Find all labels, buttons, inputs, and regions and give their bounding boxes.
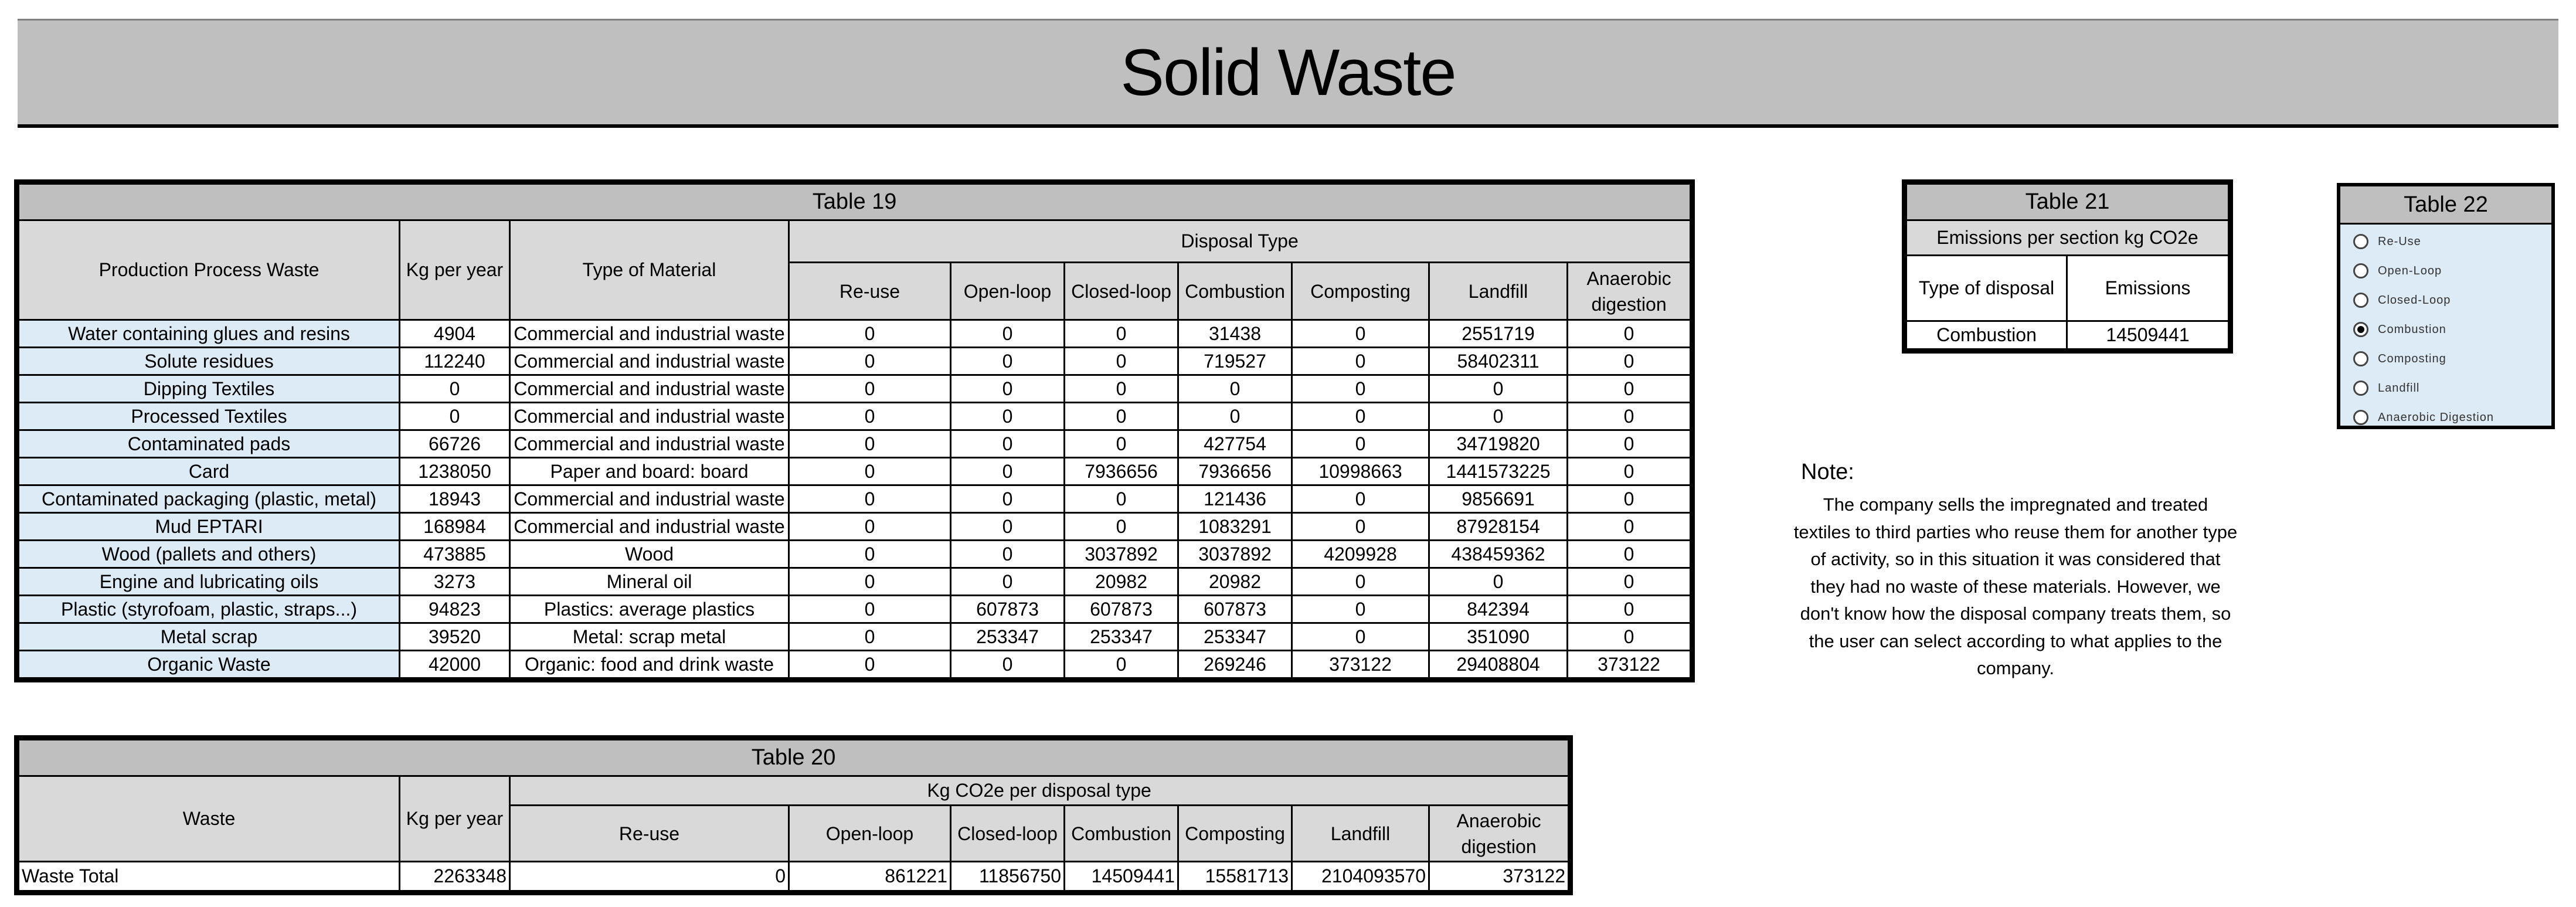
disposal-value: 7936656 [1065,458,1178,485]
note-text: The company sells the impregnated and treated textiles to third parties who reuse them for another type of activity, so in this situation it was considered that they had no waste of these materials. However, we don't know how the disposal company treats them, so the user can select according to what applies to the company. [1793,494,2238,678]
disposal-value: 0 [951,375,1065,403]
header-disposal-3: Combustion [1178,263,1292,320]
disposal-value: 20982 [1065,568,1178,596]
waste-total-value: 861221 [789,862,951,891]
disposal-value: 0 [1568,485,1691,513]
table-22 [2337,183,2555,429]
disposal-value: 0 [789,513,951,541]
header-disposal-4: Composting [1178,806,1292,862]
table-row [19,458,1691,485]
table-row [19,430,1691,458]
emissions-value: 14509441 [2067,321,2229,349]
kg-per-year: 0 [400,403,510,430]
disposal-value: 0 [951,651,1065,678]
disposal-value: 0 [1568,458,1691,485]
table-20-title: Table 20 [19,740,1569,776]
header-disposal-2: Closed-loop [1065,263,1178,320]
disposal-value: 0 [1292,348,1429,375]
kg-per-year: 4904 [400,320,510,348]
radio-option-closed-loop[interactable] [2340,286,2551,315]
header-disposal-3: Combustion [1065,806,1178,862]
kg-per-year: 112240 [400,348,510,375]
disposal-value: 0 [1292,320,1429,348]
table-19 [18,183,1691,679]
radio-label: Re-Use [2378,235,2421,248]
table-row [19,623,1691,651]
disposal-value: 0 [1178,403,1292,430]
disposal-value: 0 [1292,375,1429,403]
disposal-value: 253347 [951,623,1065,651]
disposal-value: 0 [789,430,951,458]
disposal-value: 0 [789,623,951,651]
radio-option-composting[interactable] [2340,344,2551,373]
header-production-process: Production Process Waste [19,220,400,320]
disposal-value: 0 [789,348,951,375]
disposal-value: 269246 [1178,651,1292,678]
header-disposal-4: Composting [1292,263,1429,320]
disposal-value: 0 [1292,485,1429,513]
process-name: Engine and lubricating oils [19,568,400,596]
disposal-value: 0 [951,513,1065,541]
header-disposal-0: Re-use [789,263,951,320]
disposal-type-value: Combustion [1906,321,2067,349]
disposal-value: 58402311 [1429,348,1568,375]
disposal-value: 0 [951,485,1065,513]
disposal-value: 0 [1065,375,1178,403]
kg-per-year: 66726 [400,430,510,458]
table-row [19,651,1691,678]
disposal-value: 0 [951,320,1065,348]
table-21 [1905,183,2230,350]
radio-option-re-use[interactable] [2340,227,2551,256]
kg-per-year: 1238050 [400,458,510,485]
disposal-value: 607873 [951,596,1065,623]
disposal-value: 0 [789,485,951,513]
disposal-value: 0 [1568,348,1691,375]
radio-option-open-loop[interactable] [2340,256,2551,286]
radio-button-icon[interactable] [2353,410,2368,425]
disposal-value: 20982 [1178,568,1292,596]
disposal-value: 7936656 [1178,458,1292,485]
disposal-value: 121436 [1178,485,1292,513]
header-kg-per-year: Kg per year [400,776,510,862]
disposal-value: 0 [789,596,951,623]
disposal-value: 4209928 [1292,541,1429,568]
header-kg-per-year: Kg per year [400,220,510,320]
waste-total-value: 0 [510,862,789,891]
disposal-value: 0 [1568,430,1691,458]
disposal-value: 0 [1568,375,1691,403]
disposal-value: 0 [1568,623,1691,651]
disposal-value: 0 [1568,568,1691,596]
process-name: Wood (pallets and others) [19,541,400,568]
disposal-value: 438459362 [1429,541,1568,568]
disposal-value: 253347 [1065,623,1178,651]
radio-label: Landfill [2378,381,2420,395]
disposal-value: 9856691 [1429,485,1568,513]
disposal-value: 0 [1568,403,1691,430]
kg-per-year: 0 [400,375,510,403]
material-type: Paper and board: board [510,458,789,485]
header-disposal-5: Landfill [1292,806,1429,862]
material-type: Metal: scrap metal [510,623,789,651]
kg-per-year: 473885 [400,541,510,568]
disposal-value: 0 [1429,375,1568,403]
material-type: Organic: food and drink waste [510,651,789,678]
material-type: Commercial and industrial waste [510,403,789,430]
disposal-value: 0 [789,403,951,430]
radio-label: Anaerobic Digestion [2378,410,2494,424]
disposal-value: 0 [1568,513,1691,541]
header-disposal-1: Open-loop [951,263,1065,320]
material-type: Commercial and industrial waste [510,348,789,375]
material-type: Commercial and industrial waste [510,430,789,458]
table-20 [18,739,1569,892]
radio-label: Combustion [2378,322,2446,336]
disposal-value: 0 [1429,403,1568,430]
disposal-value: 0 [1065,403,1178,430]
disposal-value: 29408804 [1429,651,1568,678]
process-name: Dipping Textiles [19,375,400,403]
page-title-banner [18,19,2558,128]
header-disposal-0: Re-use [510,806,789,862]
radio-button-icon[interactable] [2353,351,2368,366]
process-name: Contaminated pads [19,430,400,458]
kg-per-year: 94823 [400,596,510,623]
radio-button-icon[interactable] [2353,293,2368,308]
disposal-value: 0 [789,651,951,678]
disposal-value: 607873 [1065,596,1178,623]
page-title: Solid Waste [1120,36,1456,109]
disposal-value: 0 [951,541,1065,568]
process-name: Metal scrap [19,623,400,651]
table-21-subtitle: Emissions per section kg CO2e [1906,220,2229,256]
disposal-value: 373122 [1568,651,1691,678]
process-name: Plastic (styrofoam, plastic, straps...) [19,596,400,623]
table-22-title: Table 22 [2340,186,2551,225]
table-19-title: Table 19 [19,184,1691,220]
radio-option-combustion[interactable] [2340,315,2551,344]
header-waste: Waste [19,776,400,862]
radio-button-icon[interactable] [2353,381,2368,396]
disposal-value: 253347 [1178,623,1292,651]
disposal-value: 0 [1568,320,1691,348]
disposal-value: 0 [789,375,951,403]
disposal-value: 0 [1292,430,1429,458]
table-row [19,348,1691,375]
disposal-value: 0 [1065,513,1178,541]
disposal-value: 842394 [1429,596,1568,623]
disposal-value: 2551719 [1429,320,1568,348]
table-row [19,320,1691,348]
disposal-value: 0 [1292,568,1429,596]
waste-total-value: 2104093570 [1292,862,1429,891]
disposal-value: 10998663 [1292,458,1429,485]
radio-button-icon[interactable] [2353,322,2368,337]
table-row [19,541,1691,568]
disposal-value: 0 [1292,596,1429,623]
radio-label: Closed-Loop [2378,293,2451,307]
table-row [19,513,1691,541]
disposal-value: 0 [1568,541,1691,568]
disposal-value: 0 [1568,596,1691,623]
material-type: Commercial and industrial waste [510,513,789,541]
disposal-value: 87928154 [1429,513,1568,541]
disposal-value: 0 [1065,651,1178,678]
disposal-value: 0 [1292,403,1429,430]
kg-per-year: 42000 [400,651,510,678]
disposal-value: 3037892 [1178,541,1292,568]
disposal-value: 0 [1178,375,1292,403]
disposal-value: 0 [1065,348,1178,375]
disposal-value: 0 [789,568,951,596]
kg-per-year: 39520 [400,623,510,651]
material-type: Commercial and industrial waste [510,485,789,513]
process-name: Mud EPTARI [19,513,400,541]
disposal-value: 0 [951,458,1065,485]
kg-per-year: 3273 [400,568,510,596]
disposal-value: 607873 [1178,596,1292,623]
process-name: Solute residues [19,348,400,375]
disposal-value: 373122 [1292,651,1429,678]
disposal-value: 31438 [1178,320,1292,348]
process-name: Organic Waste [19,651,400,678]
material-type: Plastics: average plastics [510,596,789,623]
disposal-value: 1441573225 [1429,458,1568,485]
header-disposal-type: Disposal Type [789,220,1691,263]
kg-per-year: 168984 [400,513,510,541]
disposal-value: 0 [1292,623,1429,651]
disposal-value: 427754 [1178,430,1292,458]
material-type: Wood [510,541,789,568]
disposal-value: 0 [951,403,1065,430]
material-type: Commercial and industrial waste [510,375,789,403]
radio-option-landfill[interactable] [2340,373,2551,403]
process-name: Contaminated packaging (plastic, metal) [19,485,400,513]
header-type-of-disposal: Type of disposal [1906,256,2067,321]
radio-label: Open-Loop [2378,264,2442,277]
header-disposal-6: Anaerobic digestion [1429,806,1569,862]
disposal-value: 34719820 [1429,430,1568,458]
header-kg-co2e-group: Kg CO2e per disposal type [510,776,1569,806]
table-row [19,403,1691,430]
disposal-value: 0 [1065,430,1178,458]
disposal-value: 0 [951,430,1065,458]
disposal-value: 3037892 [1065,541,1178,568]
disposal-value: 1083291 [1178,513,1292,541]
radio-label: Composting [2378,352,2446,365]
waste-total-value: 14509441 [1065,862,1178,891]
waste-total-kg: 2263348 [400,862,510,891]
disposal-value: 0 [951,568,1065,596]
table-row [19,485,1691,513]
waste-total-value: 15581713 [1178,862,1292,891]
table-row [19,375,1691,403]
process-name: Card [19,458,400,485]
radio-button-icon[interactable] [2353,234,2368,249]
header-disposal-5: Landfill [1429,263,1568,320]
table-row [19,568,1691,596]
disposal-value: 719527 [1178,348,1292,375]
process-name: Processed Textiles [19,403,400,430]
kg-per-year: 18943 [400,485,510,513]
disposal-value: 0 [789,320,951,348]
header-disposal-2: Closed-loop [951,806,1065,862]
header-disposal-6: Anaerobic digestion [1568,263,1691,320]
material-type: Mineral oil [510,568,789,596]
process-name: Water containing glues and resins [19,320,400,348]
header-disposal-1: Open-loop [789,806,951,862]
disposal-value: 0 [951,348,1065,375]
disposal-value: 0 [789,541,951,568]
disposal-value: 351090 [1429,623,1568,651]
table-21-title: Table 21 [1906,184,2229,220]
disposal-value: 0 [1292,513,1429,541]
material-type: Commercial and industrial waste [510,320,789,348]
waste-total-value: 373122 [1429,862,1569,891]
disposal-value: 0 [1065,485,1178,513]
disposal-value: 0 [1065,320,1178,348]
radio-option-anaerobic-digestion[interactable] [2340,403,2551,432]
table-row [19,596,1691,623]
header-emissions: Emissions [2067,256,2229,321]
header-material-type: Type of Material [510,220,789,320]
waste-total-label: Waste Total [19,862,400,891]
disposal-value: 0 [1429,568,1568,596]
note-title: Note: [1801,460,1854,484]
radio-button-icon[interactable] [2353,263,2368,278]
waste-total-value: 11856750 [951,862,1065,891]
disposal-value: 0 [789,458,951,485]
